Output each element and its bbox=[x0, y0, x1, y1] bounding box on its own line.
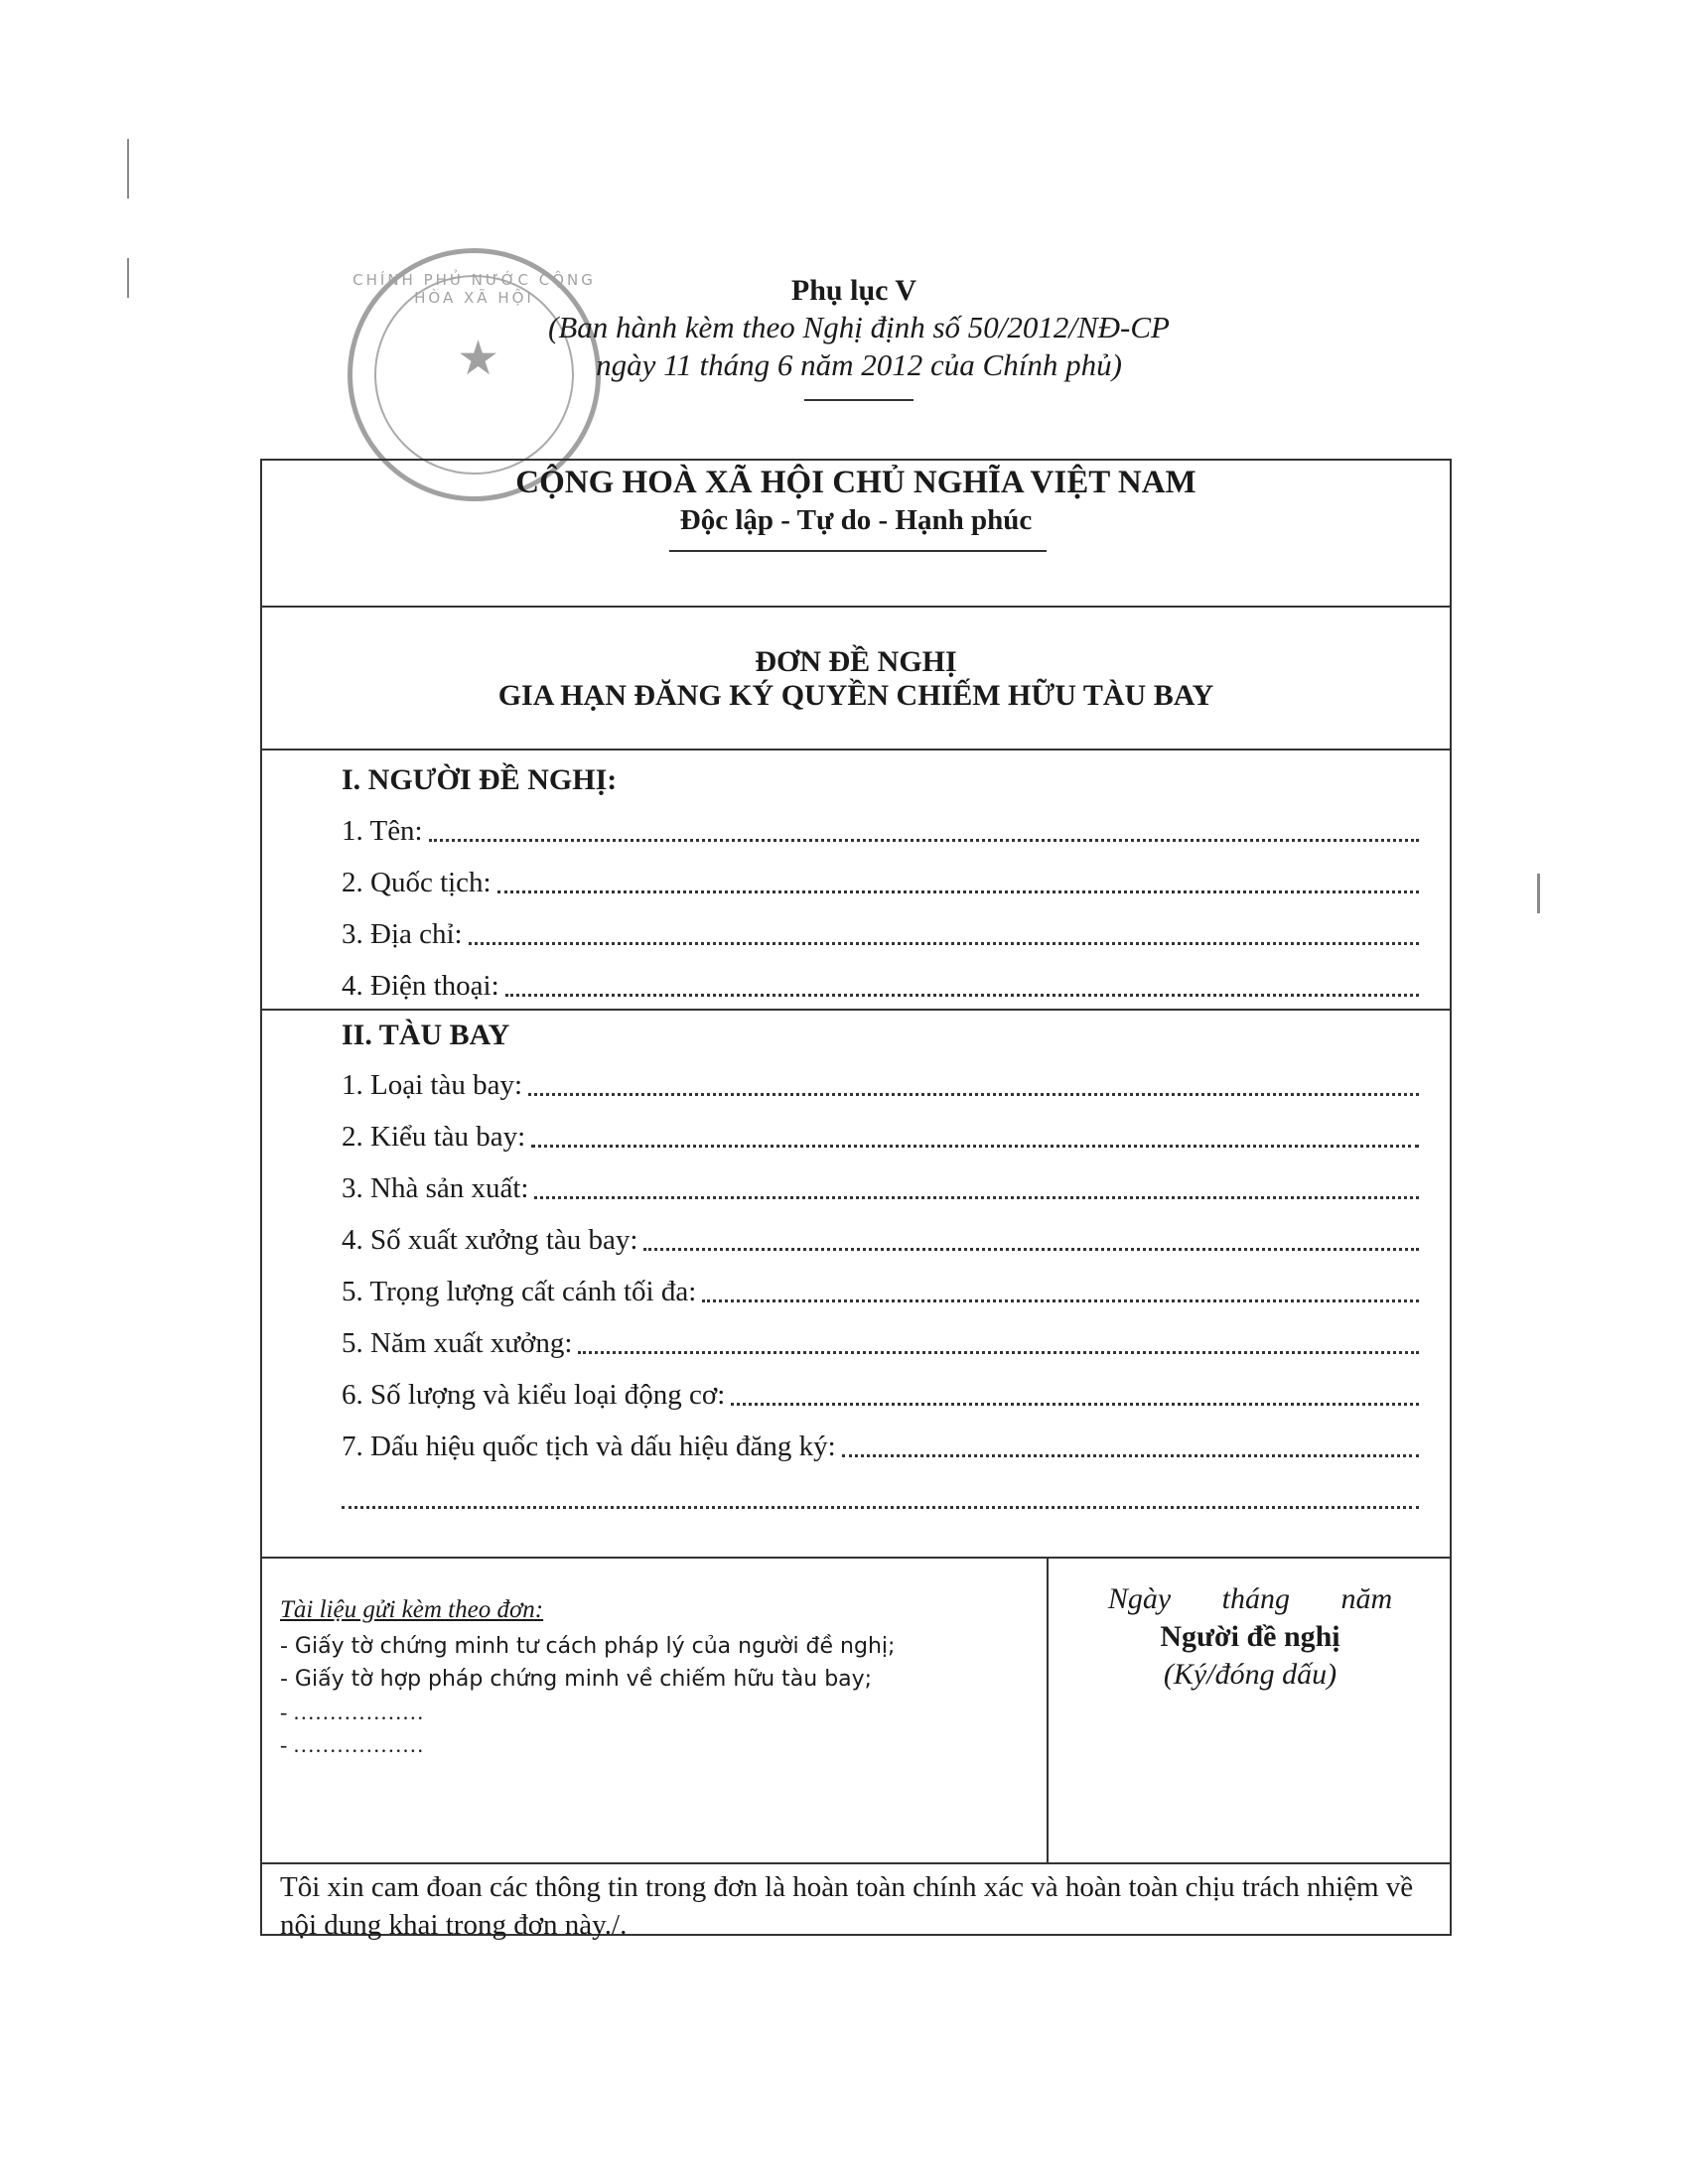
field-nationality[interactable] bbox=[342, 860, 1419, 899]
field-label: 5. Năm xuất xưởng: bbox=[342, 1327, 573, 1359]
fill-line bbox=[528, 1092, 1419, 1096]
attachment-item: - ……………… bbox=[280, 1700, 424, 1724]
field-label: 1. Loại tàu bay: bbox=[342, 1069, 523, 1101]
field-phone[interactable] bbox=[342, 963, 1419, 1003]
field-label: 3. Địa chỉ: bbox=[342, 918, 463, 950]
field-label: 4. Số xuất xưởng tàu bay: bbox=[342, 1224, 638, 1256]
field-label: 3. Nhà sản xuất: bbox=[342, 1172, 529, 1204]
field-label: 1. Tên: bbox=[342, 815, 423, 847]
field-manufacturer[interactable] bbox=[342, 1165, 1419, 1205]
appendix-title: Phụ lục V bbox=[790, 274, 917, 307]
fill-line bbox=[429, 838, 1419, 842]
section-divider bbox=[262, 749, 1450, 751]
field-label: 6. Số lượng và kiểu loại động cơ: bbox=[342, 1379, 726, 1411]
document-title: ĐƠN ĐỀ NGHỊ bbox=[755, 645, 957, 678]
field-label: 5. Trọng lượng cất cánh tối đa: bbox=[342, 1276, 697, 1307]
section-divider bbox=[262, 606, 1450, 608]
field-registration-marks-continued[interactable] bbox=[342, 1475, 1419, 1515]
field-max-takeoff-weight[interactable] bbox=[342, 1269, 1419, 1308]
section-divider bbox=[262, 1557, 1450, 1559]
attachment-item: - ……………… bbox=[280, 1732, 424, 1757]
field-label: 7. Dấu hiệu quốc tịch và dấu hiệu đăng ký: bbox=[342, 1431, 836, 1462]
field-label: 2. Kiểu tàu bay: bbox=[342, 1121, 526, 1153]
fill-line bbox=[531, 1144, 1419, 1148]
signature-date-line: Ngày tháng năm bbox=[1107, 1582, 1393, 1615]
fill-line bbox=[702, 1298, 1419, 1302]
star-icon: ★ bbox=[457, 333, 500, 385]
seal-text: CHÍNH PHỦ NƯỚC CỘNG HÒA XÃ HỘI bbox=[352, 271, 596, 307]
application-form bbox=[260, 459, 1452, 1941]
appendix-issued-date: ngày 11 tháng 6 năm 2012 của Chính phủ) bbox=[596, 347, 1122, 382]
field-label: 2. Quốc tịch: bbox=[342, 867, 492, 898]
attachment-item: - Giấy tờ chứng minh tư cách pháp lý của người đề nghị; bbox=[280, 1634, 896, 1659]
motto-divider bbox=[669, 550, 1047, 552]
fill-line bbox=[505, 993, 1419, 997]
signature-role: Người đề nghị bbox=[1160, 1620, 1340, 1653]
signature-note: (Ký/đóng dấu) bbox=[1163, 1658, 1337, 1691]
fill-line bbox=[731, 1402, 1419, 1406]
field-serial-number[interactable] bbox=[342, 1217, 1419, 1257]
field-aircraft-model[interactable] bbox=[342, 1114, 1419, 1154]
signature-block bbox=[1047, 1582, 1454, 1692]
document-subtitle: GIA HẠN ĐĂNG KÝ QUYỀN CHIẾM HỮU TÀU BAY bbox=[497, 679, 1214, 712]
pledge-statement: Tôi xin cam đoan các thông tin trong đơn là hoàn toàn chính xác và hoàn toàn chịu trách nhiệm về nội dung khai trong đơn này./. bbox=[280, 1871, 1414, 1941]
section1-heading: I. NGƯỜI ĐỀ NGHỊ: bbox=[342, 763, 618, 796]
attachment-item: - Giấy tờ hợp pháp chứng minh về chiếm hữu tàu bay; bbox=[280, 1667, 873, 1692]
scan-artifact bbox=[127, 139, 129, 199]
field-registration-marks[interactable] bbox=[342, 1424, 1419, 1463]
field-label: 4. Điện thoại: bbox=[342, 970, 499, 1002]
field-name[interactable] bbox=[342, 808, 1419, 848]
section-divider bbox=[262, 1862, 1450, 1864]
fill-line bbox=[842, 1453, 1419, 1457]
attachments-block bbox=[280, 1596, 1055, 1761]
nation-motto: Độc lập - Tự do - Hạnh phúc bbox=[679, 504, 1033, 536]
nation-name: CỘNG HOÀ XÃ HỘI CHỦ NGHĨA VIỆT NAM bbox=[515, 465, 1196, 500]
section-divider bbox=[262, 1009, 1450, 1011]
fill-line bbox=[497, 889, 1419, 893]
attachments-title: Tài liệu gửi kèm theo đơn: bbox=[280, 1596, 544, 1623]
appendix-issued-by: (Ban hành kèm theo Nghị định số 50/2012/NĐ-CP bbox=[548, 310, 1170, 344]
scan-artifact bbox=[127, 258, 129, 298]
fill-line bbox=[342, 1505, 1419, 1509]
header-divider bbox=[804, 399, 914, 401]
fill-line bbox=[643, 1247, 1419, 1251]
scan-artifact bbox=[1537, 874, 1540, 913]
section2-heading: II. TÀU BAY bbox=[342, 1019, 510, 1051]
fill-line bbox=[578, 1350, 1419, 1354]
field-address[interactable] bbox=[342, 911, 1419, 951]
fill-line bbox=[534, 1195, 1419, 1199]
field-aircraft-type[interactable] bbox=[342, 1062, 1419, 1102]
field-engine-count-type[interactable] bbox=[342, 1372, 1419, 1412]
field-year-manufactured[interactable] bbox=[342, 1320, 1419, 1360]
fill-line bbox=[469, 941, 1419, 945]
